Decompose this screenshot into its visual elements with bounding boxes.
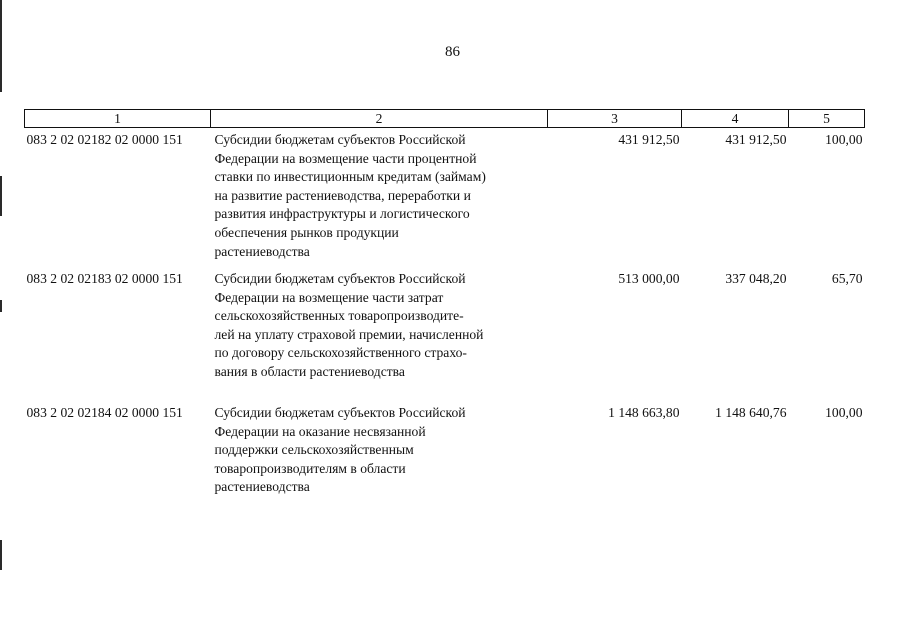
- description-line: лей на уплату страховой премии, начисленной: [214, 326, 484, 342]
- col4-value: 431 912,50: [725, 132, 787, 147]
- budget-code: 083 2 02 02182 02 0000 151: [26, 132, 183, 147]
- description-line: обеспечения рынков продукции: [214, 224, 399, 240]
- scan-edge-bottom: [0, 540, 2, 570]
- header-col-3: 3: [548, 110, 682, 128]
- description-line: растениеводства: [214, 479, 310, 495]
- description-line: Субсидии бюджетам субъектов Российской: [214, 271, 466, 286]
- header-col-4: 4: [682, 110, 789, 128]
- row-description: [211, 270, 548, 404]
- description-line: поддержки сельскохозяйственным: [214, 442, 414, 458]
- row-description: [211, 128, 548, 271]
- page-number: 86: [445, 44, 460, 60]
- scan-edge-lower: [0, 300, 2, 312]
- col4-value: 1 148 640,76: [715, 405, 787, 420]
- table-row: [25, 404, 865, 504]
- budget-table: [24, 109, 865, 504]
- description-line: сельскохозяйственных товаропроизводите-: [214, 308, 464, 324]
- col5-value: 100,00: [825, 132, 863, 147]
- description-line: ставки по инвестиционным кредитам (займам): [214, 169, 486, 185]
- col3-value: 513 000,00: [618, 271, 680, 286]
- col5-value: 65,70: [831, 271, 863, 286]
- budget-code: 083 2 02 02183 02 0000 151: [26, 271, 183, 286]
- row-description: [211, 404, 548, 504]
- budget-code: 083 2 02 02184 02 0000 151: [26, 405, 183, 420]
- description-line: развития инфраструктуры и логистического: [214, 206, 470, 222]
- description-line: растениеводства: [214, 243, 310, 259]
- description-line: Субсидии бюджетам субъектов Российской: [214, 405, 466, 420]
- col5-value: 100,00: [825, 405, 863, 420]
- table-header-row: [25, 110, 865, 128]
- header-col-5: 5: [789, 110, 865, 128]
- description-line: вания в области растениеводства: [214, 363, 405, 379]
- col3-value: 431 912,50: [618, 132, 680, 147]
- description-line: товаропроизводителям в области: [214, 460, 406, 476]
- description-line: Федерации на оказание несвязанной: [214, 423, 426, 439]
- description-line: Субсидии бюджетам субъектов Российской: [214, 132, 466, 147]
- col4-value: 337 048,20: [725, 271, 787, 286]
- description-line: по договору сельскохозяйственного страхо-: [214, 345, 467, 361]
- header-col-1: 1: [25, 110, 211, 128]
- table-row: [25, 128, 865, 271]
- description-line: Федерации на возмещение части затрат: [214, 289, 444, 305]
- table-row: [25, 270, 865, 404]
- col3-value: 1 148 663,80: [608, 405, 680, 420]
- description-line: на развитие растениеводства, переработки и: [214, 187, 471, 203]
- description-line: Федерации на возмещение части процентной: [214, 150, 477, 166]
- scan-edge-middle: [0, 176, 2, 216]
- header-col-2: 2: [211, 110, 548, 128]
